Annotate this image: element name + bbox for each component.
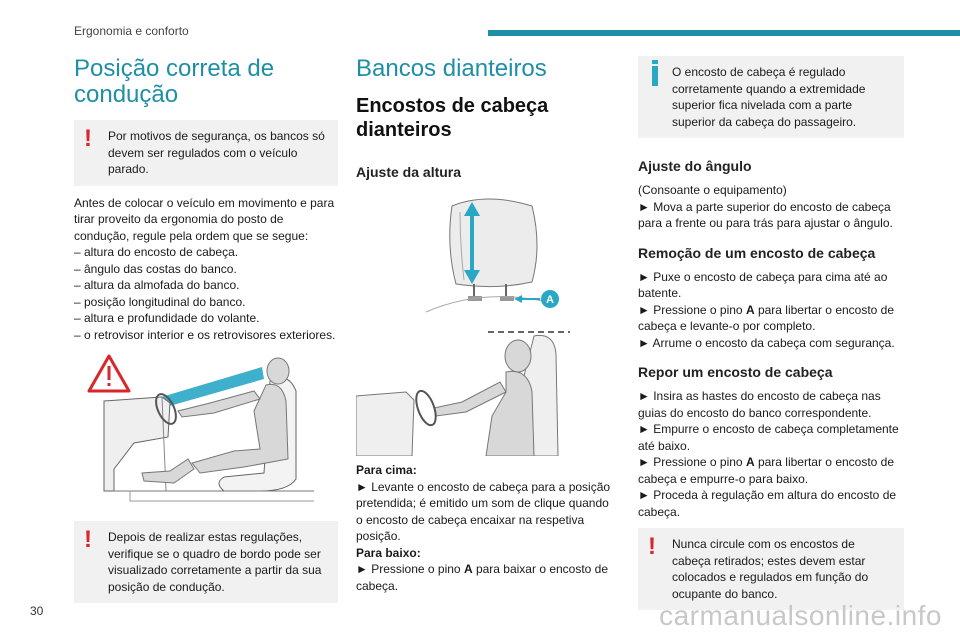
paragraph: ► Puxe o encosto de cabeça para cima até ao batente. — [638, 269, 888, 300]
up-instruction: ► Levante o encosto de cabeça para a posição pretendida; é emitido um som de clique quando o encosto de cabeça encaixar na respetiva posição. — [356, 479, 611, 543]
info-note — [638, 56, 904, 138]
column-right — [638, 56, 904, 610]
list-item: – posição longitudinal do banco. — [74, 294, 246, 309]
paragraph: (Consoante o equipamento) — [638, 183, 787, 197]
down-label: Para baixo: — [356, 545, 421, 560]
exclamation-icon: ! — [648, 533, 656, 560]
intro-text — [74, 195, 338, 344]
paragraph: ► Pressione o pino A para libertar o encosto de cabeça e levante-o por completo. — [638, 302, 895, 333]
refit-instructions — [638, 388, 904, 520]
heading-angle-adjust: Ajuste do ângulo — [638, 158, 752, 174]
exclamation-icon: ! — [84, 526, 92, 553]
down-instruction: ► Pressione o pino A para baixar o encosto de cabeça. — [356, 562, 609, 593]
dashboard-note-text: Depois de realizar estas regulações, verifique se o quadro de bordo pode ser visualizado corretamente a partir da sua posição de condução. — [108, 530, 322, 594]
paragraph: ► Insira as hastes do encosto de cabeça nas guias do encosto do banco correspondente. — [638, 389, 881, 420]
warning-triangle-icon — [89, 356, 129, 391]
driver-head — [505, 340, 531, 372]
subsection-heading-headrests: Encostos de cabeça dianteiros — [356, 95, 549, 141]
driving-position-illustration — [74, 351, 338, 511]
driver-body — [486, 371, 534, 456]
height-adjust-instructions — [356, 462, 618, 594]
pin-a-label: A — [546, 294, 554, 306]
list-item: – ângulo das costas do banco. — [74, 261, 237, 276]
column-left — [74, 56, 338, 603]
paragraph: ► Proceda à regulação em altura do encosto de cabeça. — [638, 488, 897, 519]
dashboard — [356, 392, 414, 456]
paragraph: ► Mova a parte superior do encosto de cabeça para a frente ou para trás para ajustar o ângulo. — [638, 199, 893, 230]
page-number: 30 — [30, 604, 44, 618]
intro-paragraph: Antes de colocar o veículo em movimento e para tirar proveito da ergonomia do posto de condução, regule pela ordem que se segue: — [74, 195, 335, 243]
heading-refit-headrest: Repor um encosto de cabeça — [638, 364, 833, 380]
info-icon — [652, 66, 658, 86]
heading-remove-headrest: Remoção de um encosto de cabeça — [638, 244, 876, 261]
exclamation-icon: ! — [84, 125, 92, 152]
warning-note-text: Nunca circule com os encostos de cabeça retirados; estes devem estar colocados e regulados em função do ocupante do banco. — [672, 537, 869, 601]
list-item: – o retrovisor interior e os retrovisores exteriores. — [74, 327, 336, 342]
remove-instructions — [638, 269, 904, 352]
headrest-height-illustration — [356, 186, 618, 456]
paragraph: ► Arrume o encosto da cabeça com segurança. — [638, 335, 895, 350]
list-item: – altura e profundidade do volante. — [74, 311, 260, 325]
page-title: Posição correta de condução — [74, 55, 275, 108]
header-accent-bar — [488, 30, 960, 36]
up-label: Para cima: — [356, 463, 417, 477]
safety-note-text: Por motivos de segurança, os bancos só devem ser regulados com o veículo parado. — [108, 129, 325, 176]
angle-instructions — [638, 182, 904, 232]
safety-note — [74, 120, 338, 186]
column-middle — [356, 56, 618, 594]
watermark: carmanualsonline.info — [659, 600, 942, 631]
info-note-text: O encosto de cabeça é regulado corretamente quando a extremidade superior fica nivelada com a parte superior da cabeça do passageiro. — [672, 65, 866, 129]
section-heading-front-seats: Bancos dianteiros — [356, 55, 547, 82]
heading-height-adjust: Ajuste da altura — [356, 164, 462, 180]
paragraph: ► Pressione o pino A para libertar o encosto de cabeça e empurre-o para baixo. — [638, 455, 895, 486]
list-item: – altura da almofada do banco. — [74, 278, 240, 292]
dashboard-visibility-note — [74, 521, 338, 603]
list-item: – altura do encosto de cabeça. — [74, 245, 239, 259]
section-title: Ergonomia e conforto — [74, 24, 189, 38]
paragraph: ► Empurre o encosto de cabeça completamente até baixo. — [638, 422, 899, 453]
headrest-warning-note — [638, 528, 904, 610]
